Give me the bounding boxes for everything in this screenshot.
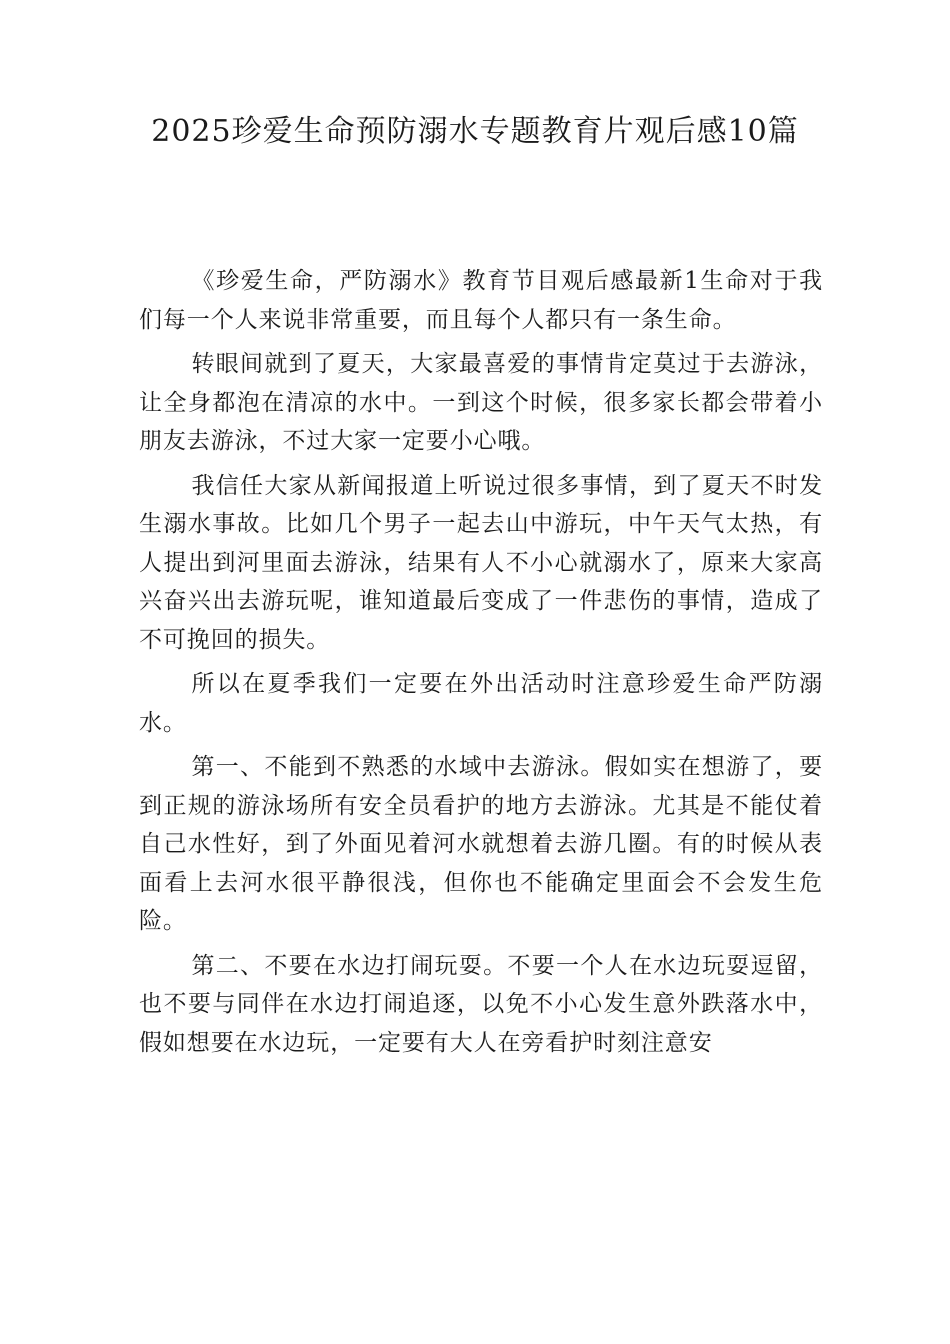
paragraph: 所以在夏季我们一定要在外出活动时注意珍爱生命严防溺水。	[139, 671, 823, 736]
paragraph: 转眼间就到了夏天，大家最喜爱的事情肯定莫过于去游泳，让全身都泡在清凉的水中。一到这个时候，很多家长都会带着小朋友去游泳，不过大家一定要小心哦。	[139, 351, 823, 454]
document-title: 2025珍爱生命预防溺水专题教育片观后感10篇	[151, 114, 799, 149]
paragraph: 我信任大家从新闻报道上听说过很多事情，到了夏天不时发生溺水事故。比如几个男子一起去山中游玩，中午天气太热，有人提出到河里面去游泳，结果有人不小心就溺水了，原来大家高兴奋兴出去游玩呢，谁知道最后变成了一件悲伤的事情，造成了不可挽回的损失。	[139, 472, 823, 653]
paragraph: 第二、不要在水边打闹玩耍。不要一个人在水边玩耍逗留，也不要与同伴在水边打闹追逐，以免不小心发生意外跌落水中，假如想要在水边玩，一定要有大人在旁看护时刻注意安	[139, 952, 823, 1056]
document-body	[139, 262, 823, 1062]
paragraph: 《珍爱生命，严防溺水》教育节目观后感最新1生命对于我们每一个人来说非常重要，而且每个人都只有一条生命。	[139, 268, 823, 333]
paragraph: 第一、不能到不熟悉的水域中去游泳。假如实在想游了，要到正规的游泳场所有安全员看护的地方去游泳。尤其是不能仗着自己水性好，到了外面见着河水就想着去游几圈。有的时候从表面看上去河水很平静很浅，但你也不能确定里面会不会发生危险。	[139, 754, 823, 934]
